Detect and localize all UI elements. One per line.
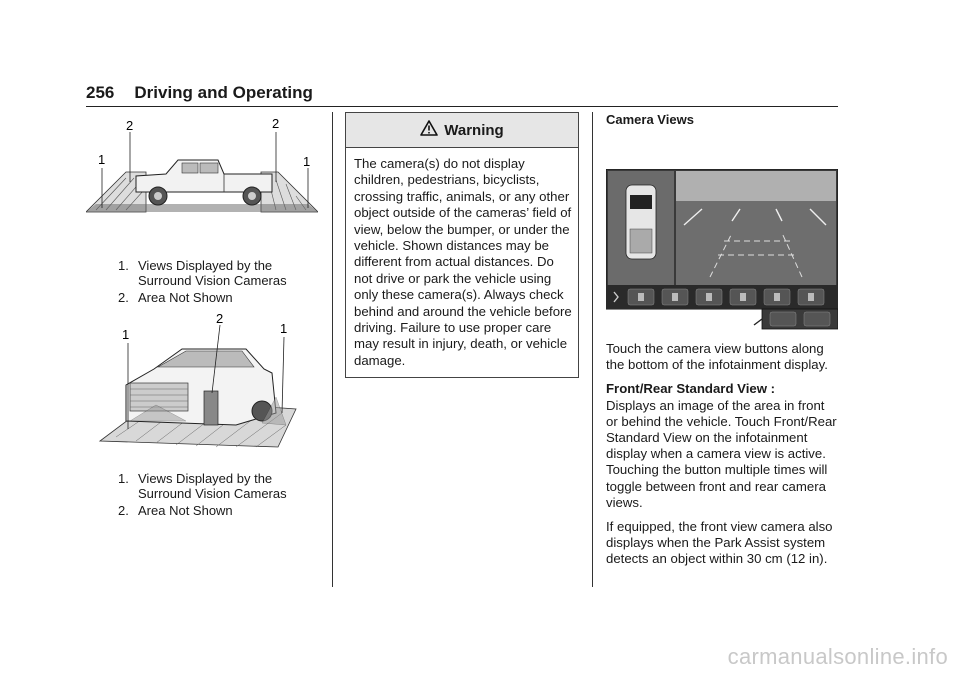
camera-views-intro: Touch the camera view buttons along the bottom of the infotainment display. [606,341,828,373]
camera-views-heading: Camera Views [606,112,694,127]
standard-view-paragraph [606,381,838,511]
callout-2-right: 2 [272,116,280,131]
warning-header [346,113,578,148]
callout-1-left: 1 [122,327,130,342]
caption-item: 2. Area Not Shown [118,290,233,305]
page-number: 256 [86,83,115,102]
warning-box [345,112,579,378]
section-title: Driving and Operating [134,83,313,102]
callout-1-right: 1 [280,321,288,336]
column-divider [332,112,333,587]
front-camera-note: If equipped, the front view camera also displays when the Park Assist system detects an object within 30 cm (12 in). [606,519,833,567]
callout-2-center: 2 [216,313,224,326]
warning-title: Warning [444,121,504,139]
figure2-captions [86,471,318,518]
warning-triangle-icon [420,120,438,140]
caption-item: 1. Views Displayed by the Surround Vision Cameras [118,471,287,501]
standard-view-desc: Displays an image of the area in front or behind the vehicle. Touch Front/Rear Standard View on the infotainment display when a camera view is active. Touching the button multiple times will toggle between front and rear camera views. [606,397,837,510]
right-column [606,112,838,576]
figure1-captions [86,258,318,305]
caption-item: 1. Views Displayed by the Surround Vision Cameras [118,258,287,288]
infotainment-camera-screen-figure [606,169,838,331]
callout-1-right: 1 [303,154,311,169]
standard-view-term: Front/Rear Standard View : [606,381,776,397]
truck-front-view-figure [86,313,318,463]
truck-side-view-figure [86,112,318,222]
caption-item: 2. Area Not Shown [118,503,233,518]
callout-1-left: 1 [98,152,106,167]
page-header [86,82,838,107]
watermark-text: carmanualsonline.info [727,644,948,669]
middle-column [345,112,579,378]
left-column [86,112,318,520]
column-divider [592,112,593,587]
warning-text: The camera(s) do not display children, pedestrians, bicyclists, crossing traffic, animals, or any other object outside of the cameras’ field of view, below the bumper, or under the vehicle. Shown distances may be different from actual distances. Do not drive or park the vehicle using only these camera(s). Always check behind and around the vehicle before driving. Failure to use proper care may result in injury, death, or vehicle damage. [354,156,572,368]
callout-2-left: 2 [126,118,134,133]
